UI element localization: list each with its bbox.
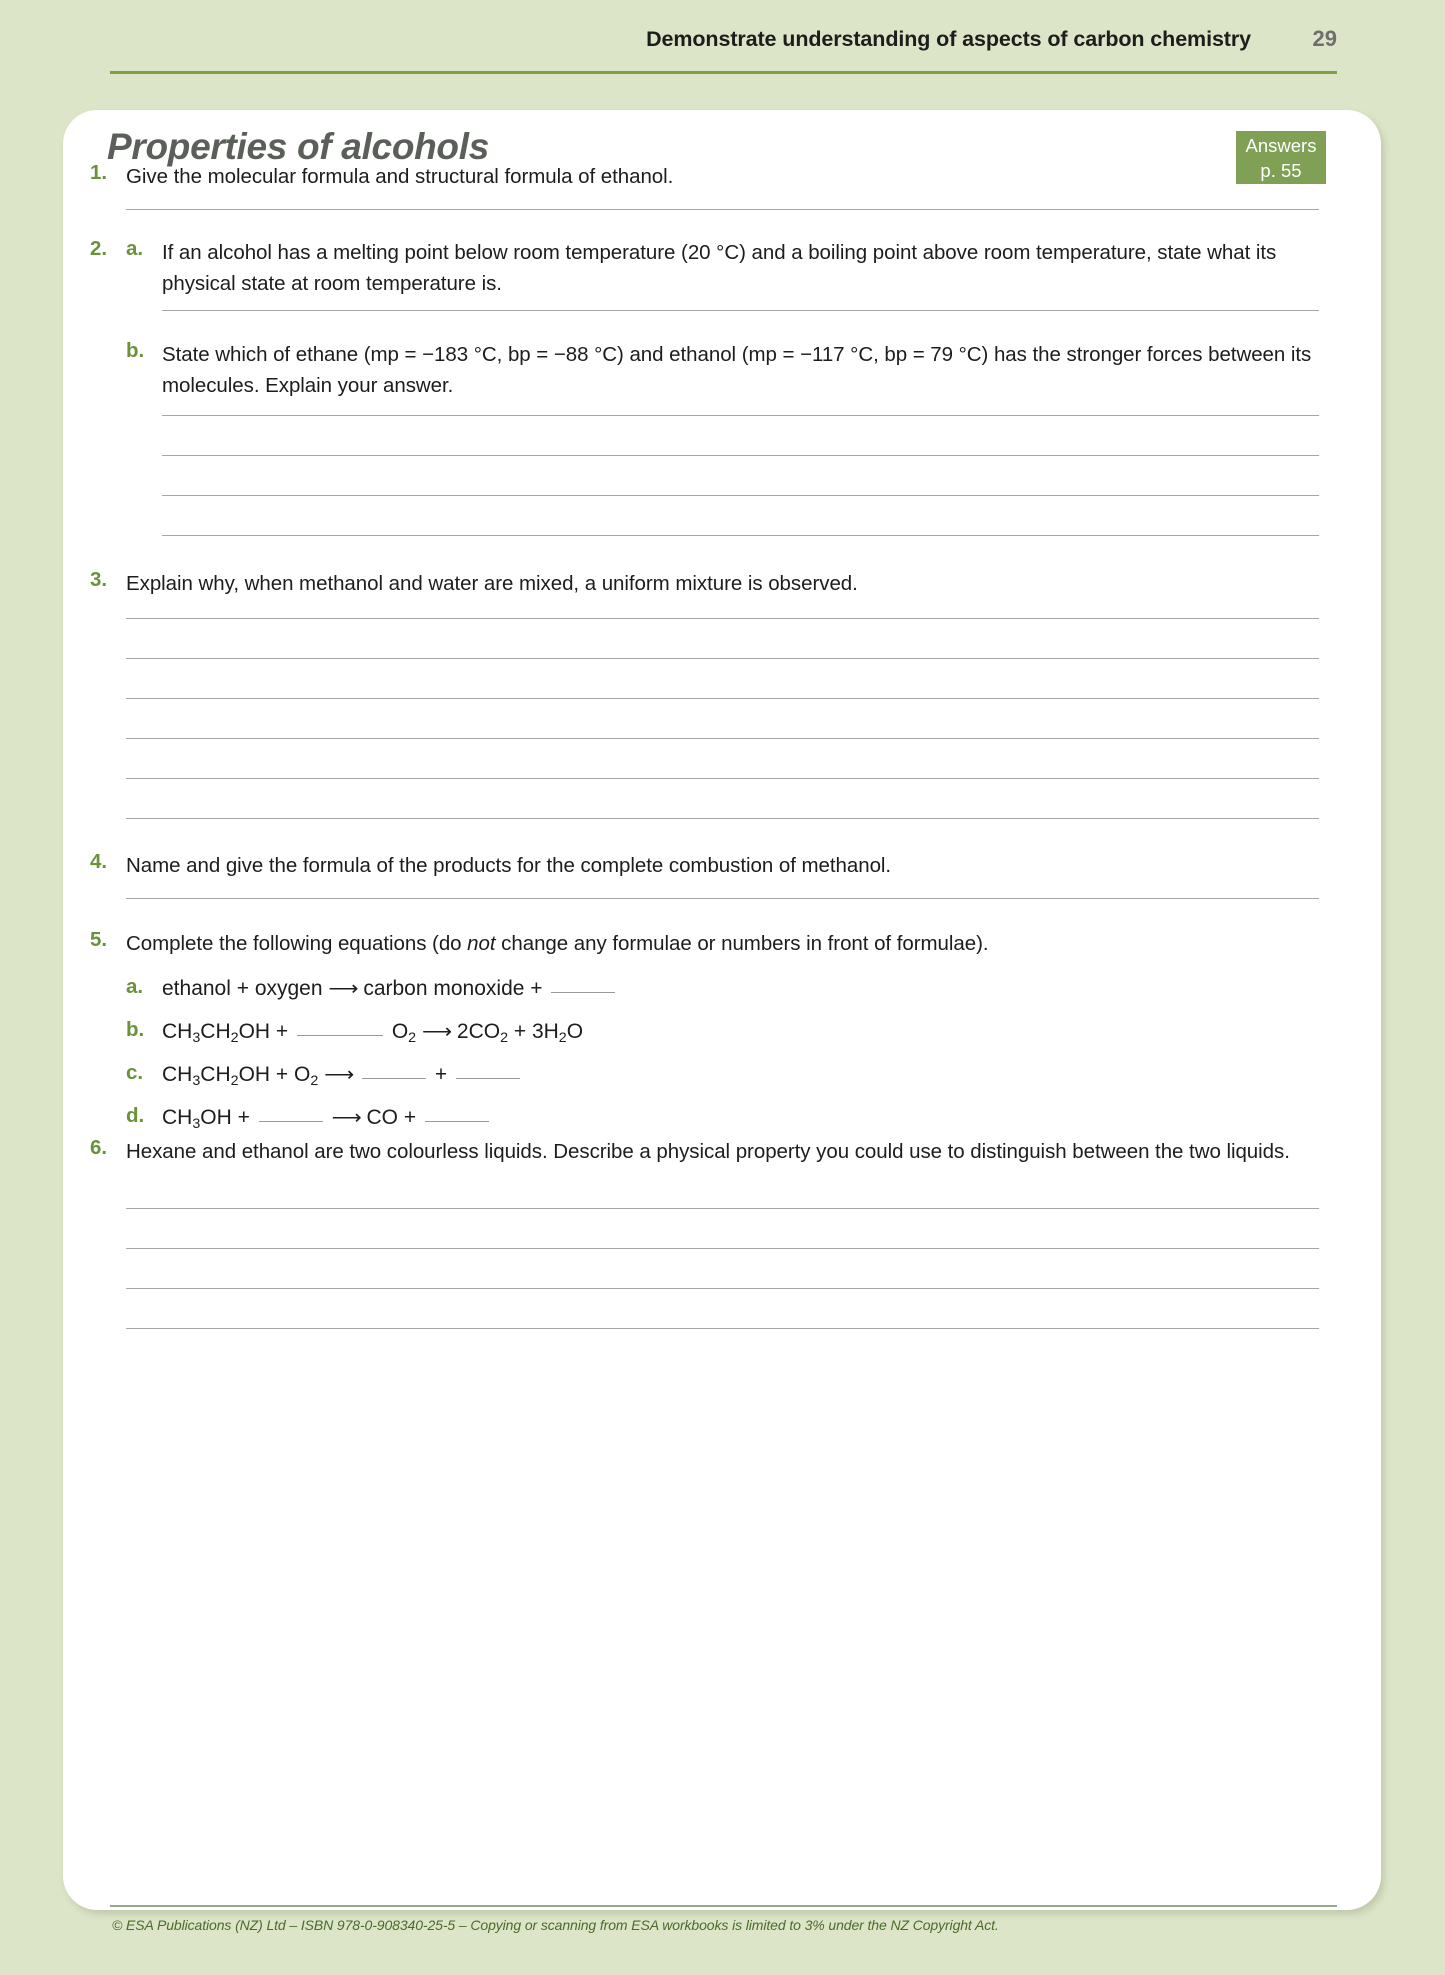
question-2b-letter: b. [126, 339, 145, 362]
question-2a-text: If an alcohol has a melting point below room temperature (20 °C) and a boiling point above room temperature, state what its physical state at room temperature is. [162, 241, 1277, 295]
answer-line[interactable] [126, 1328, 1319, 1329]
question-5-text-a: Complete the following equations (do [126, 932, 468, 955]
equation-blank[interactable] [362, 1078, 426, 1079]
equation-a-letter: a. [126, 975, 144, 998]
answer-line[interactable] [126, 698, 1319, 699]
question-2-number: 2. [90, 237, 108, 260]
answer-line[interactable] [126, 818, 1319, 819]
answer-line[interactable] [126, 778, 1319, 779]
equation-b: $CH_3CH_2OH + O_2$ ⟶ $2CO_2 + 3H_2O$ [162, 1020, 584, 1046]
question-5-number: 5. [90, 928, 108, 951]
answer-line[interactable] [126, 1288, 1319, 1289]
answer-line[interactable] [162, 455, 1319, 456]
copyright-notice: © ESA Publications (NZ) Ltd – ISBN 978-0-908340-25-5 – Copying or scanning from ESA workbooks is limited to 3% under the NZ Copyright Act. [112, 1917, 999, 1933]
page-header [0, 0, 1445, 88]
question-6-text: Hexane and ethanol are two colourless liquids. Describe a physical property you could use to distinguish between the two liquids. [126, 1140, 1290, 1163]
answer-line[interactable] [162, 310, 1319, 311]
equation-blank[interactable] [297, 1035, 383, 1036]
footer-divider [110, 1905, 1337, 1907]
equation-blank[interactable] [425, 1121, 489, 1122]
answers-label: Answers [1245, 135, 1317, 156]
equation-d: $CH_3OH$ + ⟶ CO + [162, 1103, 492, 1139]
equation-a: ethanol + oxygen ⟶ carbon monoxide + [162, 974, 618, 1004]
equation-blank[interactable] [259, 1121, 323, 1122]
equation-d-letter: d. [126, 1104, 145, 1127]
equation-c-letter: c. [126, 1061, 144, 1084]
answer-line[interactable] [162, 495, 1319, 496]
question-5-text-italic: not [467, 932, 496, 955]
reaction-arrow-icon: ⟶ [324, 1063, 354, 1086]
reaction-arrow-icon: ⟶ [331, 1106, 361, 1129]
question-6-number: 6. [90, 1136, 108, 1159]
answer-line[interactable] [126, 1248, 1319, 1249]
header-title: Demonstrate understanding of aspects of carbon chemistry [646, 27, 1251, 51]
question-3-number: 3. [90, 568, 108, 591]
question-1-text: Give the molecular formula and structural formula of ethanol. [126, 165, 674, 188]
answer-line[interactable] [126, 618, 1319, 619]
equation-c: $CH_3CH_2OH + O_2$ ⟶ + [162, 1060, 523, 1096]
page-number: 29 [1312, 26, 1337, 51]
answer-line[interactable] [126, 738, 1319, 739]
equation-blank[interactable] [456, 1078, 520, 1079]
equation-blank[interactable] [551, 992, 615, 993]
answer-line[interactable] [162, 535, 1319, 536]
page-title: Properties of alcohols [107, 126, 489, 167]
answers-page: p. 55 [1260, 160, 1302, 181]
question-2a-letter: a. [126, 237, 144, 260]
answer-line[interactable] [162, 415, 1319, 416]
answer-line[interactable] [126, 898, 1319, 899]
question-5-text-b: change any formulae or numbers in front of formulae). [495, 932, 989, 955]
question-2b-text: State which of ethane (mp = −183 °C, bp = −88 °C) and ethanol (mp = −117 °C, bp = 79 °C) has the stronger forces between its molecules. Explain your answer. [162, 343, 1312, 397]
worksheet-card [63, 110, 1381, 1910]
question-1-number: 1. [90, 161, 108, 184]
reaction-arrow-icon: ⟶ [421, 1020, 452, 1043]
equation-b-letter: b. [126, 1018, 145, 1041]
question-4-text: Name and give the formula of the products for the complete combustion of methanol. [126, 854, 892, 877]
answer-line[interactable] [126, 658, 1319, 659]
reaction-arrow-icon: ⟶ [328, 977, 358, 1000]
question-5-text [126, 928, 1316, 959]
worksheet-content [63, 110, 1381, 1910]
header-row [110, 26, 1337, 52]
answer-line[interactable] [126, 1208, 1319, 1209]
answer-line[interactable] [126, 209, 1319, 210]
question-4-number: 4. [90, 850, 108, 873]
question-3-text: Explain why, when methanol and water are mixed, a uniform mixture is observed. [126, 572, 858, 595]
header-divider [110, 71, 1337, 74]
